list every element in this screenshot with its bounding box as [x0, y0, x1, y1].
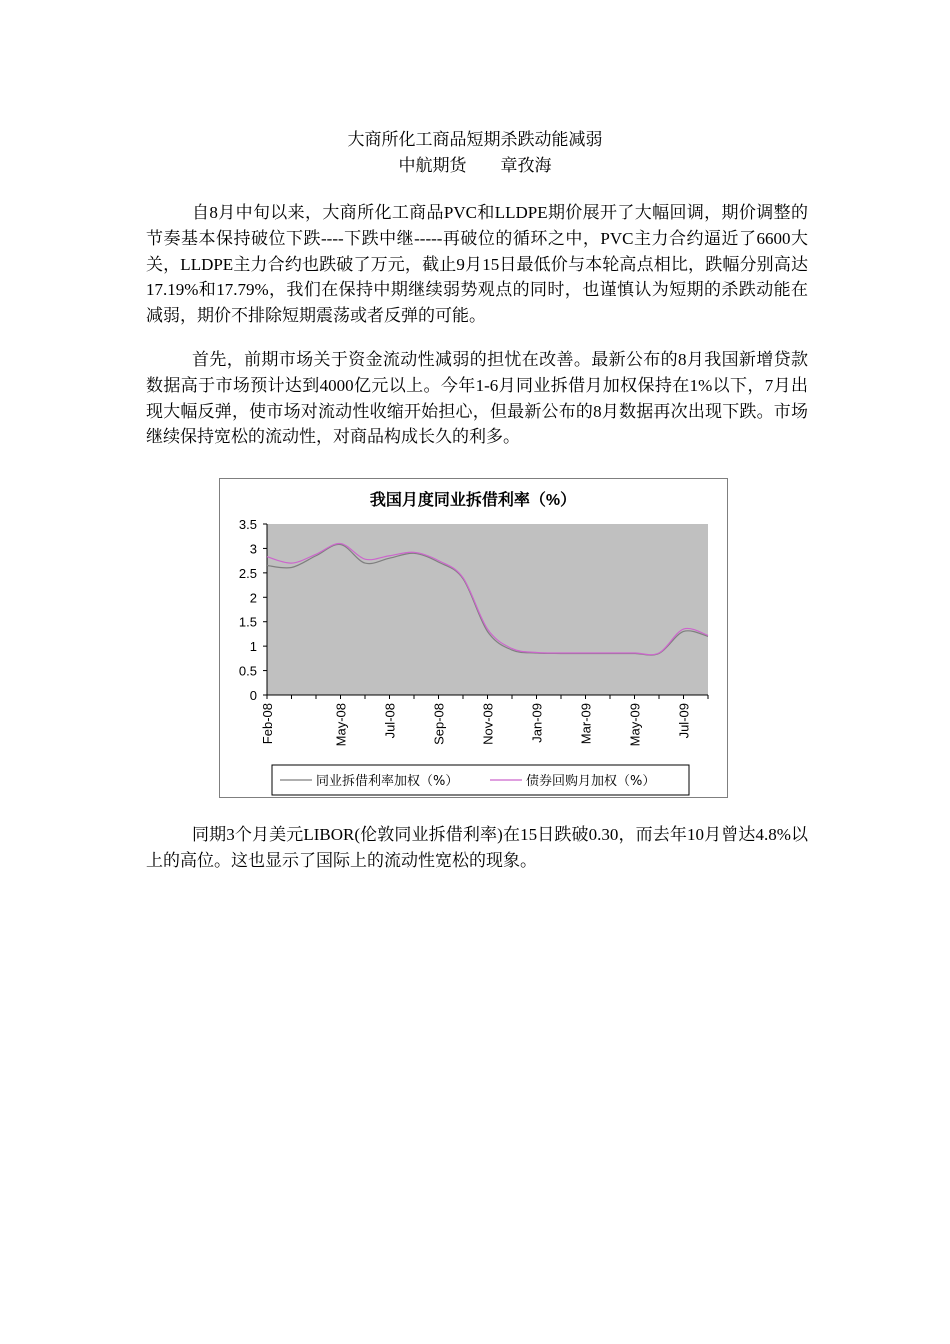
chart-legend [272, 765, 689, 795]
plot-area [267, 524, 708, 695]
y-tick-label: 3.5 [238, 517, 257, 532]
legend-label-1: 同业拆借利率加权（%） [316, 774, 459, 789]
y-tick-label: 1 [249, 639, 257, 655]
paragraph-1: 自8月中旬以来，大商所化工商品PVC和LLDPE期价展开了大幅回调，期价调整的节奏基本保持破位下跌----下跌中继-----再破位的循环之中，PVC主力合约逼近了6600大关，LLDPE主力合约也跌破了万元，截止9月15日最低价与本轮高点相比，跌幅分别高达17.19%和17.79%，我们在保持中期继续弱势观点的同时，也谨慎认为短期的杀跌动能在减弱，期价不排除短期震荡或者反弹的可能。 [146, 203, 808, 326]
x-tick-label: Nov-08 [480, 703, 496, 745]
y-tick-label: 0.5 [238, 663, 257, 679]
y-tick-label: 2.5 [238, 565, 257, 581]
chart-title: 我国月度同业拆借利率（%） [369, 492, 577, 509]
y-tick-label: 1.5 [238, 614, 257, 630]
legend-label-2: 债券回购月加权（%） [526, 774, 656, 789]
document-byline: 中航期货 章孜海 [398, 156, 552, 175]
paragraph-3: 同期3个月美元LIBOR(伦敦同业拆借利率)在15日跌破0.30，而去年10月曾达4.8%以上的高位。这也显示了国际上的流动性宽松的现象。 [146, 825, 808, 870]
x-tick-label: Jan-09 [529, 703, 545, 743]
x-tick-label: Sep-08 [431, 703, 447, 745]
document-title: 大商所化工商品短期杀跌动能减弱 [347, 130, 603, 149]
x-tick-label: May-08 [333, 703, 349, 747]
x-tick-label: May-09 [627, 703, 643, 747]
y-tick-label: 0 [249, 688, 257, 703]
x-tick-label: Mar-09 [578, 703, 594, 745]
x-tick-label: Feb-08 [260, 703, 275, 745]
x-tick-label: Jul-09 [676, 703, 692, 739]
y-tick-label: 3 [249, 541, 257, 557]
interest-rate-chart [219, 478, 728, 798]
y-tick-label: 2 [249, 590, 257, 606]
chart-svg [220, 479, 727, 797]
x-tick-label: Jul-08 [382, 703, 398, 739]
paragraph-2: 首先，前期市场关于资金流动性减弱的担忧在改善。最新公布的8月我国新增贷款数据高于市场预计达到4000亿元以上。今年1-6月同业拆借月加权保持在1%以下，7月出现大幅反弹，使市场对流动性收缩开始担心，但最新公布的8月数据再次出现下跌。市场继续保持宽松的流动性，对商品构成长久的利多。 [146, 350, 808, 447]
